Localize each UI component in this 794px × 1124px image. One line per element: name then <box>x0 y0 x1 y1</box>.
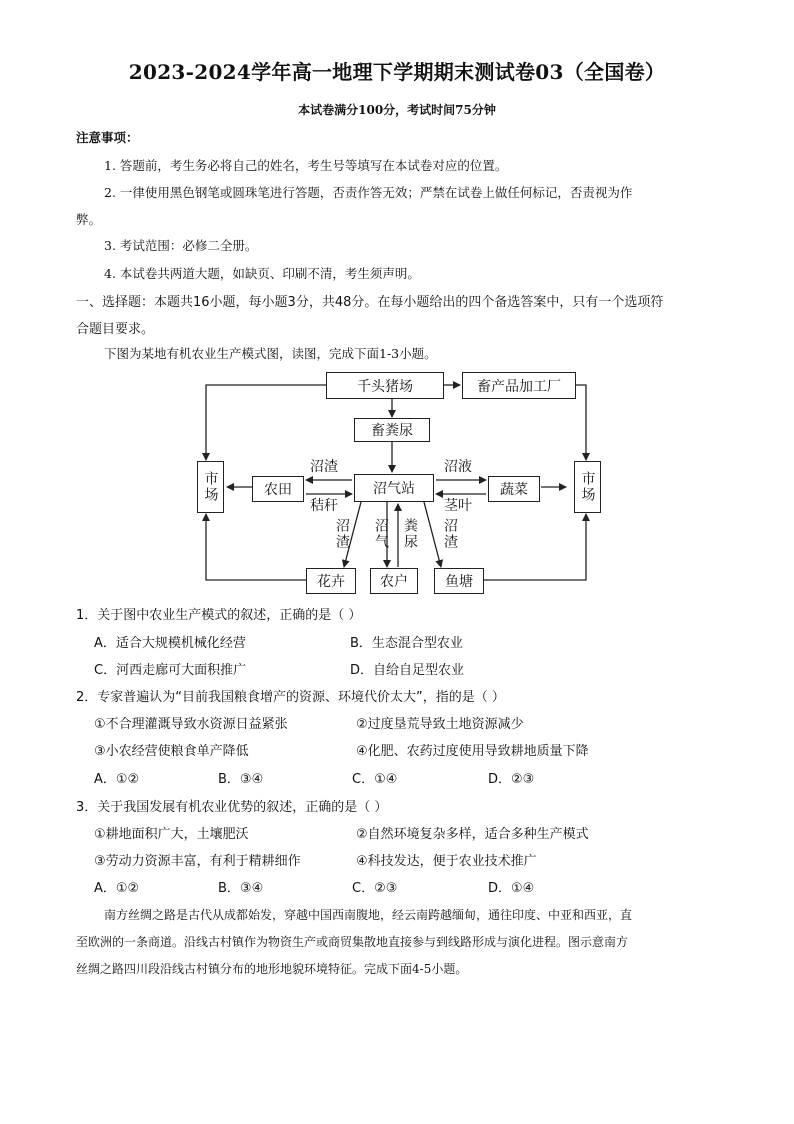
notice-item-2-cont: 弊。 <box>76 212 102 227</box>
q2-statement-2: ②过度垦荒导致土地资源减少 <box>356 717 524 732</box>
node-biogas-station: 沼气站 <box>354 474 434 502</box>
node-processing-plant: 畜产品加工厂 <box>462 372 576 399</box>
q1-option-c: C．河西走廊可大面积推广 <box>94 663 247 678</box>
q1-option-b: B．生态混合型农业 <box>350 636 463 651</box>
q3-statement-4: ④科技发达，便于农业技术推广 <box>356 854 537 869</box>
node-market-right: 市场 <box>574 461 601 513</box>
notice-item-3: 3. 考试范围：必修二全册。 <box>104 238 258 253</box>
q1-option-d: D．自给自足型农业 <box>350 663 465 678</box>
q3-option-a: A．①② <box>94 881 140 896</box>
q2-statement-3: ③小农经营使粮食单产降低 <box>94 744 249 759</box>
organic-farming-diagram <box>196 368 606 596</box>
label-residue-left: 沼渣 <box>334 518 350 550</box>
q2-option-b: B．③④ <box>218 772 264 787</box>
node-farmers: 农户 <box>370 568 418 594</box>
label-straw: 秸秆 <box>310 498 338 514</box>
q2-statement-4: ④化肥、农药过度使用导致耕地质量下降 <box>356 744 589 759</box>
arrow-flowers-to-market <box>206 514 306 580</box>
label-manure-up: 粪尿 <box>402 518 418 550</box>
section-heading: 一、选择题：本题共16小题，每小题3分，共48分。在每小题给出的四个备选答案中，只有一个选项符 <box>76 295 664 310</box>
arrow-biogas-to-fishpond <box>424 502 441 567</box>
page-title: 2023-2024学年高一地理下学期期末测试卷03（全国卷） <box>128 60 666 84</box>
label-liquid: 沼液 <box>444 459 472 475</box>
notice-item-2: 2. 一律使用黑色钢笔或圆珠笔进行答题，否责作答无效；严禁在试卷上做任何标记，否责视为作 <box>104 185 633 200</box>
node-market-left: 市场 <box>197 461 224 513</box>
notice-item-4: 4. 本试卷共两道大题，如缺页、印刷不清，考生须声明。 <box>104 266 420 281</box>
q3-option-c: C．②③ <box>352 881 398 896</box>
q2-option-c: C．①④ <box>352 772 398 787</box>
q3-stem: 3．关于我国发展有机农业优势的叙述，正确的是（ ） <box>76 800 388 815</box>
q2-option-a: A．①② <box>94 772 140 787</box>
label-biogas: 沼气 <box>373 518 389 550</box>
exam-subtitle: 本试卷满分100分，考试时间75分钟 <box>298 103 496 117</box>
arrow-fishpond-to-market <box>482 514 586 580</box>
node-fish-pond: 鱼塘 <box>434 568 484 594</box>
notice-heading: 注意事项： <box>76 130 139 145</box>
label-residue-top: 沼渣 <box>310 459 338 475</box>
node-farmland: 农田 <box>252 476 304 502</box>
label-residue-right: 沼渣 <box>442 518 458 550</box>
arrow-pigfarm-to-market-left <box>206 385 326 460</box>
q3-statement-2: ②自然环境复杂多样，适合多种生产模式 <box>356 827 589 842</box>
node-vegetables: 蔬菜 <box>488 476 540 502</box>
q1-option-a: A．适合大规模机械化经营 <box>94 636 246 651</box>
notice-item-1: 1. 答题前，考生务必将自己的姓名，考生号等填写在本试卷对应的位置。 <box>104 158 508 173</box>
node-flowers: 花卉 <box>306 568 356 594</box>
q3-statement-3: ③劳动力资源丰富，有利于精耕细作 <box>94 854 301 869</box>
arrow-plant-to-market-right <box>576 385 586 460</box>
q3-statement-1: ①耕地面积广大，土壤肥沃 <box>94 827 249 842</box>
q3-option-b: B．③④ <box>218 881 264 896</box>
passage-line-2: 至欧洲的一条商道。沿线古村镇作为物资生产或商贸集散地直接参与到线路形成与演化进程。图示意南方 <box>76 935 629 949</box>
diagram-intro: 下图为某地有机农业生产模式图，读图，完成下面1-3小题。 <box>104 346 437 361</box>
q3-option-d: D．①④ <box>488 881 535 896</box>
node-pig-farm: 千头猪场 <box>326 372 444 399</box>
passage-line-3: 丝绸之路四川段沿线古村镇分布的地形地貌环境特征。完成下面4-5小题。 <box>76 962 468 976</box>
q2-option-d: D．②③ <box>488 772 535 787</box>
q1-stem: 1．关于图中农业生产模式的叙述，正确的是（ ） <box>76 608 362 623</box>
node-manure: 畜粪尿 <box>354 418 430 442</box>
q2-statement-1: ①不合理灌溉导致水资源日益紧张 <box>94 717 288 732</box>
passage-line-1: 南方丝绸之路是古代从成都始发，穿越中国西南腹地，经云南跨越缅甸，通往印度、中亚和西亚，直 <box>104 908 633 922</box>
section-heading-cont: 合题目要求。 <box>76 322 155 337</box>
q2-stem: 2．专家普遍认为“目前我国粮食增产的资源、环境代价太大”，指的是（ ） <box>76 690 505 705</box>
label-stems: 茎叶 <box>444 498 472 514</box>
